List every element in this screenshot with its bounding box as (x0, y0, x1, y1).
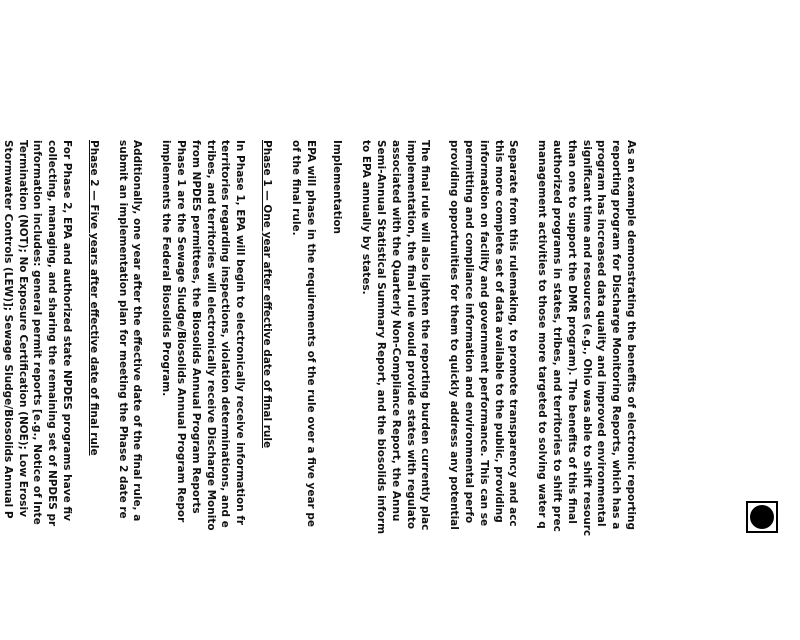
text-line: Semi-Annual Statistical Summary Report, and the biosolids inform (375, 140, 388, 535)
paragraph-phase-1 (158, 140, 247, 640)
heading-implementation: Implementation (331, 140, 344, 235)
text-line: tribes, and territories will electronically receive Discharge Monito (204, 140, 217, 531)
text-line: from NPDES permittees, the Biosolids Annual Program Reports (189, 140, 202, 514)
text-line: Termination (NOT); No Exposure Certification (NOE); Low Erosiv (16, 140, 29, 518)
text-line: EPA will phase in the requirements of the rule over a five year pe (304, 140, 317, 528)
text-line: reporting program for Discharge Monitoring Reports, which has a (610, 140, 623, 530)
text-line: The final rule will also lighten the reporting burden currently plac (419, 140, 432, 531)
text-line: implementation, the final rule would provide states with regulato (404, 140, 417, 530)
text-line: implements the Federal Biosolids Program. (160, 140, 173, 397)
filled-circle-registration-icon (746, 501, 778, 533)
paragraph-reporting-burden (358, 140, 432, 640)
text-line: providing opportunities for them to quickly address any potential (448, 140, 461, 530)
text-line: permitting and compliance information and environmental perfo (463, 140, 476, 524)
text-line: Additionally, one year after the effective date of the final rule, a (131, 140, 144, 522)
heading-phase-1: Phase 1 — One year after effective date of final rule (261, 140, 274, 449)
text-line: In Phase 1, EPA will begin to electronically receive information fr (234, 140, 247, 526)
circle-dot (750, 505, 774, 529)
text-line: Stormwater Controls (LEW)]; Sewage Sludge/Biosolids Annual P (1, 140, 14, 519)
text-line: territories regarding inspections, violation determinations, and e (219, 140, 232, 528)
text-line: information on facility and government performance. This can se (477, 140, 490, 527)
text-line: associated with the Quarterly Non-Compliance Report, the Annu (389, 140, 402, 522)
paragraph-phase-1-additional (115, 140, 145, 640)
heading-phase-2: Phase 2 — Five years after effective date of final rule (87, 140, 100, 456)
text-line: of the final rule. (289, 140, 302, 236)
text-line: authorized programs in states, tribes, and territories to shift prec (551, 140, 564, 532)
text-line: to EPA annually by states. (360, 140, 373, 295)
text-line: this more complete set of data available to the public, providing (492, 140, 505, 523)
text-line: For Phase 2, EPA and authorized state NPDES programs have fiv (61, 140, 74, 521)
text-line: than one to support the DMR program). The benefits of this final (565, 140, 578, 524)
text-line: management activities to those more targeted to solving water q (536, 140, 549, 529)
text-line: submit an implementation plan for meeting the Phase 2 date re (116, 140, 129, 519)
text-line: As an example demonstrating the benefits of electronic reporting (625, 140, 637, 531)
paragraph-phase-2 (0, 140, 74, 640)
page-edge (794, 0, 800, 618)
text-line: Separate from this rulemaking, to promote transparency and acc (507, 140, 520, 527)
paragraph-phase-intro (288, 140, 318, 640)
paragraph-transparency (446, 140, 520, 640)
paragraph-electronic-reporting-example (534, 140, 638, 640)
text-line: collecting, managing, and sharing the remaining set of NPDES pr (46, 140, 59, 527)
text-line: significant time and resources (e.g., Ohio was able to shift resourc (580, 140, 593, 537)
text-line: information includes: general permit reports [e.g., Notice of Inte (31, 140, 44, 525)
rotated-document-page (0, 140, 638, 640)
text-line: Phase 1 are the Sewage Sludge/Biosolids Annual Program Repor (175, 140, 188, 523)
text-line: program has increased data quality and improved environmental (595, 140, 608, 527)
